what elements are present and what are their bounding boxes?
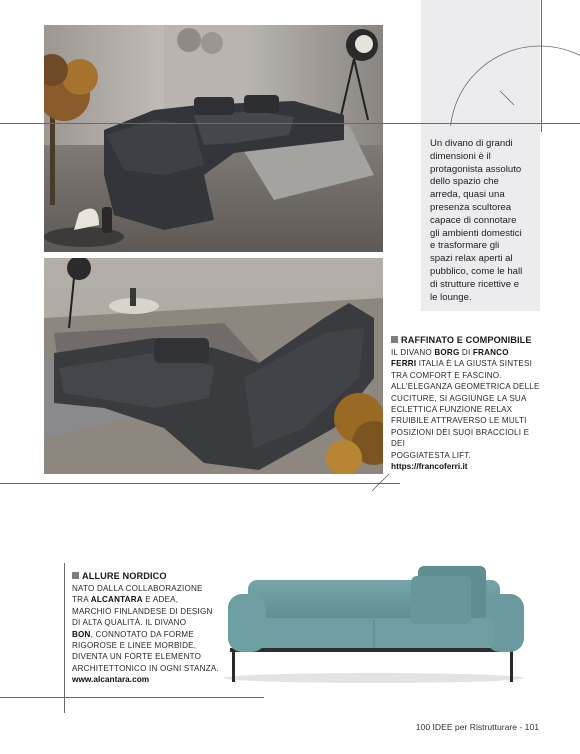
photo-bon-sofa bbox=[218, 560, 530, 686]
decorative-arc bbox=[440, 36, 580, 126]
square-bullet-icon bbox=[391, 336, 398, 343]
francoferri-link[interactable]: https://francoferri.it bbox=[391, 461, 468, 472]
article-title: RAFFINATO E COMPONIBILE bbox=[391, 335, 541, 345]
alcantara-link[interactable]: www.alcantara.com bbox=[72, 674, 150, 685]
square-bullet-icon bbox=[72, 572, 79, 579]
divider-line-bottom bbox=[0, 697, 264, 698]
photo-borg-sofa-top bbox=[44, 25, 383, 252]
divider-line-left bbox=[64, 563, 65, 713]
article-title: ALLURE NORDICO bbox=[72, 571, 222, 581]
article-bon bbox=[72, 571, 222, 686]
article-borg bbox=[391, 335, 541, 472]
article-body: NATO DALLA COLLABORAZIONE TRA ALCANTARA E ADEA, MARCHIO FINLANDESE DI DESIGN DI ALTA QUALITÀ. IL DIVANO BON, CONNOTATO DA FORME RIGOROSE E LINEE MORBIDE, DIVENTA UN FORTE ELEMENTO ARCHITETTONICO IN OGNI STANZA. www.alcantara.com bbox=[72, 583, 222, 686]
quote-text: Un divano di grandi dimensioni è il protagonista assoluto dello spazio che arreda, quasi una presenza scultorea capace di connotare gli ambienti domestici e trasformare gli spazi relax aperti al pubblico, come le hall di strutture ricettive e le lounge. bbox=[430, 138, 523, 303]
page-footer: 100 IDEE per Ristrutturare - 101 bbox=[415, 722, 539, 732]
divider-line-mid bbox=[0, 483, 400, 484]
article-body: IL DIVANO BORG DI FRANCO FERRI ITALIA È LA GIUSTA SINTESI TRA COMFORT E FASCINO. ALL'ELEGANZA GEOMETRICA DELLE CUCITURE, SI AGGIUNGE LA SUA ECLETTICA FUNZIONE RELAX FRUIBILE ATTRAVERSO LE MULTI POSIZIONI DEI SUOI BRACCIOLI E DEI POGGIATESTA LIFT. https://francoferri.it bbox=[391, 348, 540, 472]
photo-borg-sofa-bottom bbox=[44, 258, 383, 474]
